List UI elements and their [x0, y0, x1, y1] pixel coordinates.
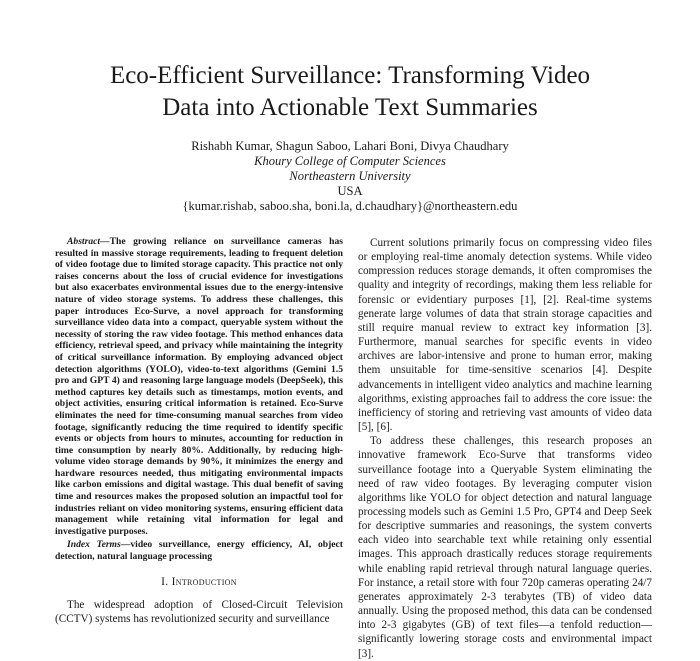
intro-paragraph: The widespread adoption of Closed-Circuit Television (CCTV) systems has revolutionized security and surveillance [55, 599, 343, 626]
abstract-label: Abstract— [67, 236, 110, 247]
abstract [55, 236, 343, 537]
section-heading-introduction: I. Introduction [161, 575, 237, 588]
abstract-text: The growing reliance on surveillance cameras has resulted in massive storage requirements, leading to frequent deletion of video footage due to limited storage capacity. This practice not only raises concerns about the loss of crucial evidence for investigations but also exacerbates environmental issues due to the energy-intensive nature of video storage systems. To address these challenges, this paper introduces Eco-Surve, a novel approach for transforming surveillance video data into a compact, queryable system without the necessity of storing the raw video footage. This method enhances data efficiency, retrieval speed, and privacy while maintaining the integrity of critical surveillance information. By employing advanced object detection algorithms (YOLO), video-to-text algorithms (Gemini 1.5 pro and GPT 4) and reasoning large language models (DeepSeek), this method captures key details such as timestamps, motion events, and object activities, ensuring critical information is retained. Eco-Surve eliminates the need for time-consuming manual searches from video footage, significantly reducing the time required to identify specific events or objects from hours to minutes, accounting for reduction in time consumption by nearly 80%. Additionally, by reducing high-volume video storage demands by 90%, it minimizes the energy and hardware resources needed, thus mitigating environmental impacts like carbon emissions and digital wastage. This dual benefit of saving time and resources makes the proposed solution an impactful tool for industries reliant on video monitoring systems, ensuring efficient data management while retaining vital information for legal and investigative purposes. [55, 236, 343, 537]
right-column [358, 236, 652, 661]
title-line-1: Eco-Efficient Surveillance: Transforming Video [109, 62, 591, 89]
right-paragraph-1: Current solutions primarily focus on compressing video files or employing real-time anomaly detection systems. While video compression reduces storage demands, it often compromises the quality and integrity of recordings, making them less reliable for forensic or evidentiary purposes [1], [2]. Real-time systems generate large volumes of data that strain storage capacities and still require manual review to extract key information [3]. Furthermore, manual searches for specific events in video archives are labor-intensive and prone to human error, making them unsuitable for time-sensitive scenarios [4]. Despite advancements in intelligent video analytics and machine learning algorithms, existing approaches fail to address the core issue: the inefficiency of storing and retrieving vast amounts of video data [5], [6]. [358, 237, 652, 434]
affiliation-college: Khoury College of Computer Sciences [254, 154, 446, 168]
paper-title [40, 60, 660, 124]
index-terms [55, 539, 343, 562]
index-terms-text: —video surveillance, energy efficiency, AI, object detection, natural language processing [55, 539, 343, 563]
author-emails: {kumar.rishab, saboo.sha, boni.la, d.chaudhary}@northeastern.edu [182, 199, 518, 213]
author-block [100, 139, 600, 214]
affiliation-university: Northeastern University [289, 169, 411, 183]
title-line-2: Data into Actionable Text Summaries [162, 94, 538, 121]
index-terms-label: Index Terms [67, 539, 121, 551]
affiliation-country: USA [337, 184, 363, 198]
right-paragraph-2: To address these challenges, this research proposes an innovative framework Eco-Surve that transforms video surveillance footage into a Queryable System eliminating the need of raw video footages. By leveraging computer vision algorithms like YOLO for object detection and natural language processing models such as Gemini 1.5 Pro, GPT4 and Deep Seek for descriptive summaries and reasonings, the system converts each video into searchable text while retaining only essential images. This approach drastically reduces storage requirements while enabling rapid retrieval through natural language queries. For instance, a retail store with four 720p cameras operating 24/7 generates approximately 2-3 terabytes (TB) of video data annually. Using the proposed method, this data can be condensed into 2-3 gigabytes (GB) of text files—a tenfold reduction—significantly lowering storage costs and environmental impact [3]. [358, 435, 652, 660]
author-names: Rishabh Kumar, Shagun Saboo, Lahari Boni, Divya Chaudhary [191, 139, 509, 153]
left-column [55, 236, 343, 626]
